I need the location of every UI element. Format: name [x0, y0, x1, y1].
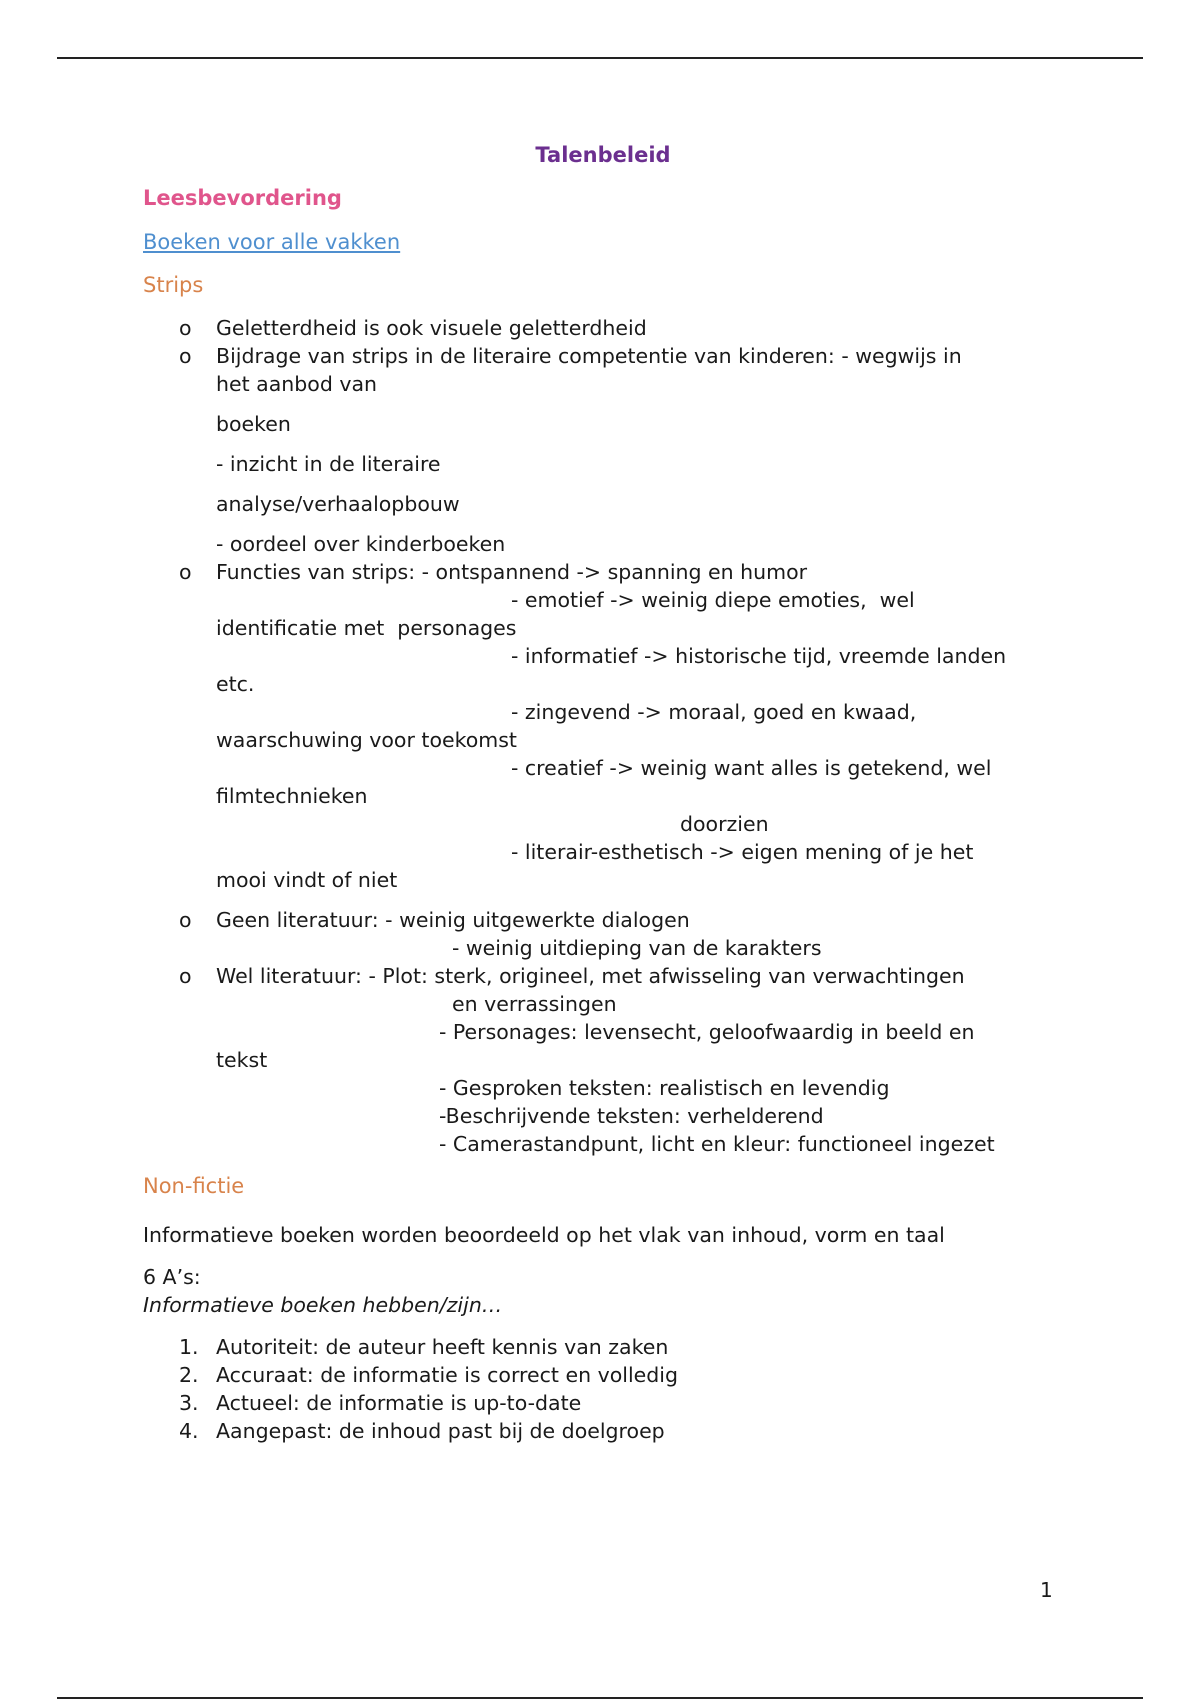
list-item-text: - informatief -> historische tijd, vreemde landen — [511, 644, 1007, 668]
document-body — [143, 140, 1063, 1445]
bullet-marker: o — [179, 908, 192, 932]
list-item-text: filmtechnieken — [216, 784, 368, 808]
section-heading-leesbevordering: Leesbevordering — [143, 186, 342, 210]
list-item-text: - emotief -> weinig diepe emoties, wel — [511, 588, 915, 612]
list-item-text: - Camerastandpunt, licht en kleur: functioneel ingezet — [439, 1132, 995, 1156]
link-boeken-voor-alle-vakken[interactable]: Boeken voor alle vakken — [143, 230, 401, 254]
list-item — [143, 558, 1063, 894]
list-item-text: analyse/verhaalopbouw — [216, 492, 460, 516]
bullet-marker: o — [179, 344, 192, 368]
strips-bullet-list — [143, 314, 1063, 1158]
list-item-text: - Personages: levensecht, geloofwaardig in beeld en — [439, 1020, 975, 1044]
list-item-text: - zingevend -> moraal, goed en kwaad, — [511, 700, 917, 724]
list-item — [143, 342, 1063, 558]
document-title: Talenbeleid — [535, 143, 671, 167]
list-item-text: - Gesproken teksten: realistisch en levendig — [439, 1076, 890, 1100]
list-number: 2. — [179, 1363, 199, 1387]
list-item-text: mooi vindt of niet — [216, 868, 398, 892]
header-rule — [57, 57, 1143, 59]
list-item-text: Geen literatuur: - weinig uitgewerkte dialogen — [216, 908, 690, 932]
list-item-text: Geletterdheid is ook visuele geletterdheid — [216, 316, 647, 340]
list-item-text: - oordeel over kinderboeken — [216, 532, 506, 556]
subheading-non-fictie: Non-fictie — [143, 1174, 245, 1198]
six-as-subtitle: Informatieve boeken hebben/zijn… — [143, 1293, 503, 1317]
list-item-text: - weinig uitdieping van de karakters — [452, 936, 822, 960]
list-item-text: - inzicht in de literaire — [216, 452, 441, 476]
nonfictie-intro: Informatieve boeken worden beoordeeld op het vlak van inhoud, vorm en taal — [143, 1223, 945, 1247]
bullet-marker: o — [179, 560, 192, 584]
list-item — [143, 1361, 1063, 1389]
list-item — [143, 314, 1063, 342]
list-item-text: en verrassingen — [452, 992, 617, 1016]
list-item — [143, 962, 1063, 1158]
list-item-text: doorzien — [680, 812, 769, 836]
list-item-text: waarschuwing voor toekomst — [216, 728, 517, 752]
subheading-strips: Strips — [143, 273, 204, 297]
list-item-text: tekst — [216, 1048, 268, 1072]
list-number: 3. — [179, 1391, 199, 1415]
list-item-text: Accuraat: de informatie is correct en volledig — [216, 1363, 678, 1387]
list-item-text: identificatie met personages — [216, 616, 517, 640]
list-item-text: Actueel: de informatie is up-to-date — [216, 1391, 582, 1415]
list-item-text: Functies van strips: - ontspannend -> spanning en humor — [216, 560, 808, 584]
list-item — [143, 906, 1063, 962]
list-item-text: - creatief -> weinig want alles is getekend, wel — [511, 756, 992, 780]
list-item — [143, 1417, 1063, 1445]
list-item-text: boeken — [216, 412, 291, 436]
list-number: 4. — [179, 1419, 199, 1443]
list-item — [143, 1389, 1063, 1417]
list-item-text: Wel literatuur: - Plot: sterk, origineel, met afwisseling van verwachtingen — [216, 964, 965, 988]
bullet-marker: o — [179, 964, 192, 988]
list-item-text: -Beschrijvende teksten: verhelderend — [439, 1104, 824, 1128]
list-item-text: het aanbod van — [216, 372, 378, 396]
list-item-text: Autoriteit: de auteur heeft kennis van zaken — [216, 1335, 669, 1359]
footer-rule — [57, 1697, 1143, 1699]
list-number: 1. — [179, 1335, 199, 1359]
list-item — [143, 1333, 1063, 1361]
list-item-text: etc. — [216, 672, 255, 696]
six-as-label: 6 A’s: — [143, 1265, 201, 1289]
bullet-marker: o — [179, 316, 192, 340]
list-item-text: Bijdrage van strips in de literaire competentie van kinderen: - wegwijs in — [216, 344, 962, 368]
list-item-text: Aangepast: de inhoud past bij de doelgroep — [216, 1419, 665, 1443]
page-number: 1 — [1040, 1578, 1053, 1602]
six-as-numbered-list — [143, 1333, 1063, 1445]
list-item-text: - literair-esthetisch -> eigen mening of je het — [511, 840, 974, 864]
